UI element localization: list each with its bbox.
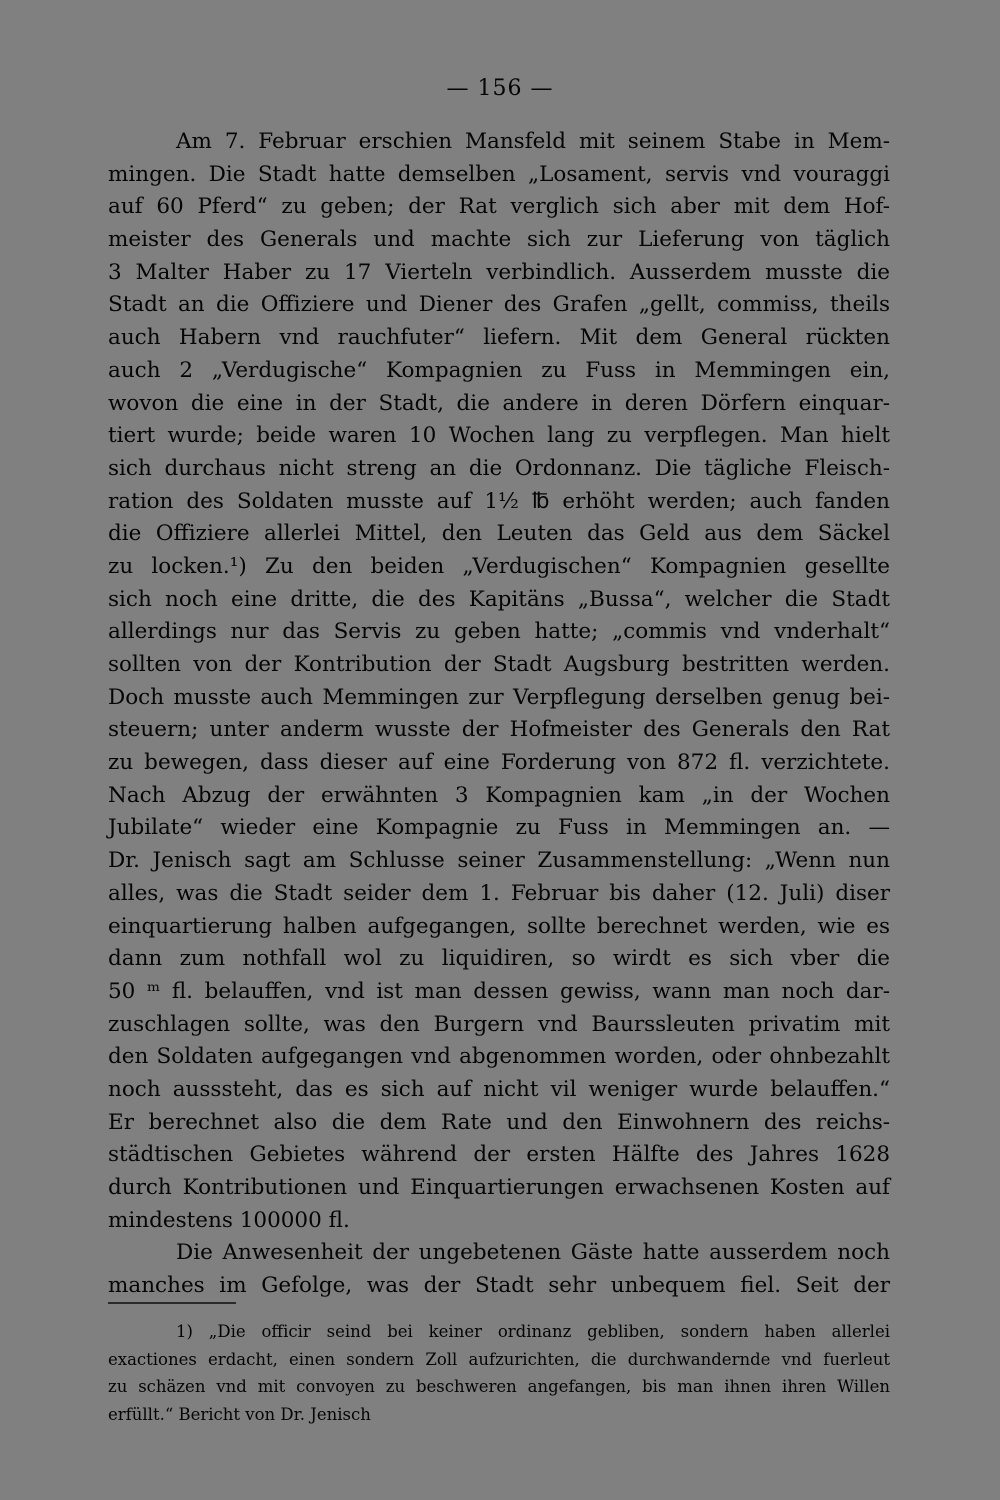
text-line: Jubilate“ wieder eine Kompagnie zu Fuss in Memmingen an. —: [108, 815, 890, 841]
text-line: Doch musste auch Memmingen zur Verpflegung derselben genug bei-: [108, 684, 890, 710]
text-line: allerdings nur das Servis zu geben hatte; „commis vnd vnderhalt“: [108, 619, 890, 645]
text-line: auch 2 „Verdugische“ Kompagnien zu Fuss in Memmingen ein,: [108, 357, 890, 383]
text-line: Stadt an die Offiziere und Diener des Grafen „gellt, commiss, theils: [108, 292, 890, 318]
text-line: zuschlagen sollte, was den Burgern vnd Baurssleuten privatim mit: [108, 1011, 890, 1037]
footnote-rule: [108, 1302, 236, 1304]
footnote-line: erfüllt.“ Bericht von Dr. Jenisch: [108, 1404, 371, 1424]
text-line: Nach Abzug der erwähnten 3 Kompagnien kam „in der Wochen: [108, 782, 890, 808]
main-text: [108, 126, 890, 1303]
footnote-line: zu schäzen vnd mit convoyen zu beschweren angefangen, bis man ihnen ihren Willen: [108, 1377, 890, 1396]
text-line: ration des Soldaten musste auf 1½ ℔ erhöht werden; auch fanden: [108, 488, 890, 514]
text-line: mingen. Die Stadt hatte demselben „Losament, servis vnd vouraggi: [108, 161, 890, 187]
text-line: zu locken.¹) Zu den beiden „Verdugischen“ Kompagnien gesellte: [108, 553, 890, 579]
text-line: Am 7. Februar erschien Mansfeld mit seinem Stabe in Mem-: [176, 129, 890, 154]
footnote: [108, 1318, 890, 1428]
text-line: dann zum nothfall wol zu liquidiren, so wirdt es sich vber die: [108, 946, 890, 972]
text-line: auch Habern vnd rauchfuter“ liefern. Mit dem General rückten: [108, 325, 890, 351]
text-line: tiert wurde; beide waren 10 Wochen lang zu verpflegen. Man hielt: [108, 423, 890, 449]
text-line: alles, was die Stadt seider dem 1. Februar bis daher (12. Juli) diser: [108, 880, 890, 906]
text-line: städtischen Gebietes während der ersten Hälfte des Jahres 1628: [108, 1142, 890, 1168]
text-line: einquartierung halben aufgegangen, sollte berechnet werden, wie es: [108, 913, 890, 939]
text-line: 3 Malter Haber zu 17 Vierteln verbindlich. Ausserdem musste die: [108, 259, 890, 285]
footnote-line: exactiones erdacht, einen sondern Zoll aufzurichten, die durchwandernde vnd fuerleut: [108, 1349, 890, 1369]
text-line: 50 ᵐ fl. belauffen, vnd ist man dessen gewiss, wann man noch dar-: [108, 978, 890, 1004]
page-number: — 156 —: [446, 76, 554, 101]
text-line: steuern; unter anderm wusste der Hofmeister des Generals den Rat: [108, 717, 890, 743]
text-line: Die Anwesenheit der ungebetenen Gäste hatte ausserdem noch: [176, 1240, 890, 1266]
text-line: meister des Generals und machte sich zur Lieferung von täglich: [108, 227, 890, 253]
text-line: auf 60 Pferd“ zu geben; der Rat verglich sich aber mit dem Hof-: [108, 194, 890, 220]
text-line: den Soldaten aufgegangen vnd abgenommen worden, oder ohnbezahlt: [108, 1044, 890, 1070]
text-line: die Offiziere allerlei Mittel, den Leuten das Geld aus dem Säckel: [108, 521, 890, 547]
text-line: durch Kontributionen und Einquartierungen erwachsenen Kosten auf: [108, 1175, 890, 1200]
footnote-line: 1) „Die officir seind bei keiner ordinanz gebliben, sondern haben allerlei: [176, 1322, 890, 1341]
text-line: noch ausssteht, das es sich auf nicht vil weniger wurde belauffen.“: [108, 1076, 890, 1102]
text-line: mindestens 100000 fl.: [108, 1207, 350, 1233]
text-line: wovon die eine in der Stadt, die andere in deren Dörfern einquar-: [108, 390, 890, 416]
text-line: zu bewegen, dass dieser auf eine Forderung von 872 fl. verzichtete.: [108, 750, 890, 776]
text-line: sollten von der Kontribution der Stadt Augsburg bestritten werden.: [108, 652, 890, 677]
text-line: Dr. Jenisch sagt am Schlusse seiner Zusammenstellung: „Wenn nun: [108, 848, 890, 874]
text-line: sich noch eine dritte, die des Kapitäns „Bussa“, welcher die Stadt: [108, 586, 890, 612]
text-line: sich durchaus nicht streng an die Ordonnanz. Die tägliche Fleisch-: [108, 455, 890, 481]
text-line: manches im Gefolge, was der Stadt sehr unbequem fiel. Seit der: [108, 1273, 890, 1299]
text-line: Er berechnet also die dem Rate und den Einwohnern des reichs-: [108, 1109, 890, 1135]
